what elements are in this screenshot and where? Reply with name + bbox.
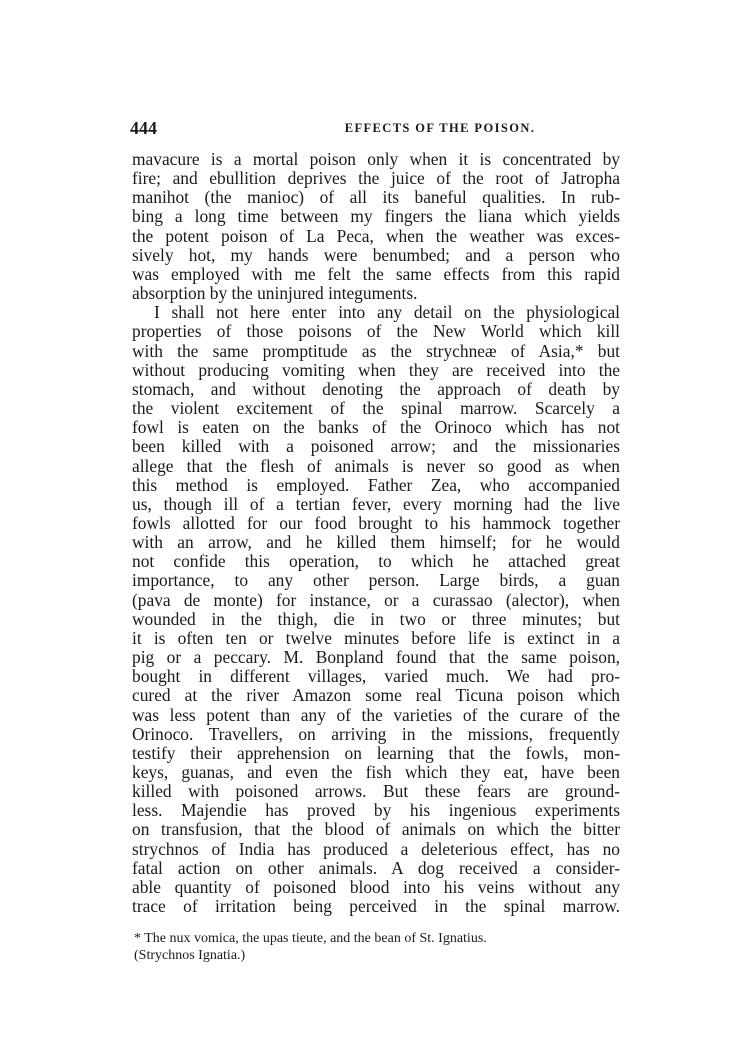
text-line: stomach, and without denoting the approach of death by [132,378,620,399]
text-line: bought in different villages, varied much. We had pro- [132,666,620,687]
page-header [130,118,620,142]
text-line: sively hot, my hands were benumbed; and a person who [132,244,620,265]
footnote-line: * The nux vomica, the upas tieute, and the bean of St. Ignatius. [134,931,487,946]
text-line: importance, to any other person. Large birds, a guan [132,570,620,591]
text-line: pig or a peccary. M. Bonpland found that the same poison, [132,647,620,668]
text-line: fowl is eaten on the banks of the Orinoco which has not [132,417,620,438]
text-line: fatal action on other animals. A dog received a consider- [132,857,620,878]
text-line: been killed with a poisoned arrow; and the missionaries [132,436,620,457]
footnote-line: (Strychnos Ignatia.) [134,948,246,963]
text-line: this method is employed. Father Zea, who accompanied [132,474,620,495]
text-line: testify their apprehension on learning that the fowls, mon- [132,742,620,763]
text-line: it is often ten or twelve minutes before life is extinct in a [132,627,620,648]
text-line: was employed with me felt the same effects from this rapid [132,263,620,284]
text-line: I shall not here enter into any detail on the physiological [154,302,620,323]
body-text [132,150,620,916]
text-line: was less potent than any of the varieties of the curare of the [132,704,620,725]
text-line: absorption by the uninjured integuments. [132,283,418,304]
text-line: properties of those poisons of the New World which kill [132,321,620,342]
text-line: mavacure is a mortal poison only when it is concentrated by [132,149,620,169]
text-line: Orinoco. Travellers, on arriving in the missions, frequently [132,723,620,744]
text-line: killed with poisoned arrows. But these fears are ground- [132,781,620,802]
running-head: EFFECTS OF THE POISON. [344,121,536,135]
text-line: us, though ill of a tertian fever, every morning had the live [132,493,620,514]
text-line: allege that the flesh of animals is never so good as when [132,455,620,476]
text-line: keys, guanas, and even the fish which they eat, have been [132,762,620,782]
text-line: on transfusion, that the blood of animals on which the bitter [132,819,620,840]
text-line: less. Majendie has proved by his ingenious experiments [132,800,620,821]
text-line: strychnos of India has produced a deleterious effect, has no [132,838,620,859]
text-line: not confide this operation, to which he attached great [132,551,620,572]
footnote [134,930,620,964]
text-line: (pava de monte) for instance, or a curassao (alector), when [132,589,620,610]
text-line: trace of irritation being perceived in the spinal marrow. [132,896,620,917]
text-line: without producing vomiting when they are received into the [132,359,620,380]
text-line: manihot (the manioc) of all its baneful qualities. In rub- [132,187,620,208]
text-line: the violent excitement of the spinal marrow. Scarcely a [132,398,620,419]
text-line: the potent poison of La Peca, when the weather was exces- [132,225,620,246]
text-line: able quantity of poisoned blood into his veins without any [132,876,620,897]
text-line: wounded in the thigh, die in two or three minutes; but [132,608,620,629]
text-line: cured at the river Amazon some real Ticuna poison which [132,685,620,706]
page-number: 444 [130,118,157,138]
text-line: with the same promptitude as the strychneæ of Asia,* but [132,340,620,361]
text-line: fowls allotted for our food brought to his hammock together [132,512,620,533]
text-line: bing a long time between my fingers the liana which yields [132,206,620,227]
text-line: with an arrow, and he killed them himself; for he would [132,532,620,553]
text-line: fire; and ebullition deprives the juice of the root of Jatropha [132,168,620,189]
